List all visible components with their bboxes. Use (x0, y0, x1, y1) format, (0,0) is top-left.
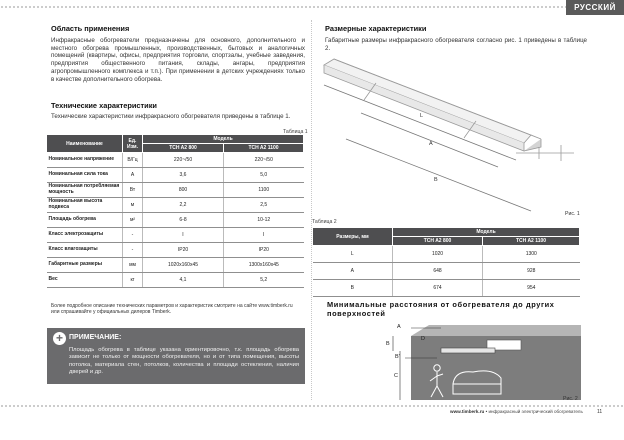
fig2-label: Рис. 2 (563, 396, 578, 402)
table-row: Площадь обогрева м² 6-8 10-12 (47, 213, 304, 228)
footnote-text: Более подробное описание технических параметров и характеристик смотрите на сайте www.timberk.ru или спрашивайте у официальных дилеров Timberk. (51, 303, 293, 315)
col-name-header: Наименование (47, 135, 123, 153)
table-row: Номинальное напряжение В/Гц 220~/50 220~/50 (47, 153, 304, 168)
footer (450, 409, 583, 414)
table1-caption: Таблица 1 (283, 129, 308, 135)
scope-heading: Область применения (51, 24, 130, 33)
room-installation-drawing (383, 322, 583, 402)
table-row: Класс электрозащиты - I I (47, 228, 304, 243)
footer-site: www.timberk.ru (450, 409, 485, 414)
note-title: ПРИМЕЧАНИЕ: (69, 334, 122, 341)
top-dotted-rule (0, 6, 566, 8)
scope-paragraph: Инфракрасные обогреватели предназначены для основного, дополнительного и местного обогрева промышленных, производственных, бытовых и аналогичных помещений (квартиры, офисы, предприятия торговли, спортзалы, учебные заведения, предприятия общественного питания, склады, ангары, предприятия агропромышленного комплекса и т.п.). При применении в детских учреждениях только в качестве дополнительного обогрева. (51, 37, 305, 83)
fig2-label-A: A (397, 324, 401, 330)
fig2-label-D: D (421, 336, 425, 342)
col-model-header: Модель (143, 135, 304, 144)
dims-table (312, 227, 580, 297)
fig2-label-B: B (386, 341, 390, 347)
dim-label-A: A (429, 141, 433, 147)
spec-table (46, 134, 304, 288)
model-a-header: TCH A2 800 (143, 144, 224, 153)
dim-label-B: B (434, 177, 438, 183)
fig1-label: Рис. 1 (565, 211, 580, 217)
fig2-label-B2: B' (395, 354, 400, 360)
table-row: B 674 954 (313, 280, 580, 297)
col-size-header: Размеры, мм (313, 228, 393, 246)
table-row: Номинальная высота подвеса м 2,2 2,5 (47, 198, 304, 213)
note-text: Площадь обогрева в таблице указана ориентировочно, т.к. площадь обогрева зависит не только от мощности обогревателя, но и от типа помещения, высоты потолка, материала стен, потолков, количества и площади остекления, наличия дверей и др. (69, 347, 299, 376)
model-b-header: TCH A2 1100 (224, 144, 304, 153)
model-b-header-2: TCH A2 1100 (483, 237, 580, 246)
table-row: Класс влагозащиты - IP20 IP20 (47, 243, 304, 258)
table-row: Номинальная сила тока А 3,6 5,0 (47, 168, 304, 183)
column-divider (311, 20, 312, 400)
footer-tagline: • инфракрасный электрический обогреватель (484, 409, 583, 414)
table-row: Вес кг 4,1 5,2 (47, 273, 304, 288)
col-model-header-2: Модель (393, 228, 580, 237)
table2-caption: Таблица 2 (312, 219, 337, 225)
dim-label-L: L (420, 113, 424, 119)
col-unit-header: Ед. Изм. (123, 135, 143, 153)
model-a-header-2: TCH A2 800 (393, 237, 483, 246)
tech-heading: Технические характеристики (51, 101, 157, 110)
tech-paragraph: Технические характеристики инфракрасного обогревателя приведены в таблице 1. (51, 113, 291, 120)
table-row: L 1020 1300 (313, 246, 580, 263)
heater-dimension-drawing (316, 55, 591, 215)
min-distance-heading: Минимальные расстояния от обогревателя до других поверхностей (327, 300, 555, 318)
page-number: 11 (597, 409, 603, 415)
table-row: A 648 928 (313, 263, 580, 280)
plus-icon: + (53, 332, 66, 345)
dims-heading: Размерные характеристики (325, 24, 427, 33)
table-row: Габаритные размеры мм 1020х160х45 1300х160х45 (47, 258, 304, 273)
bottom-dotted-rule (0, 405, 624, 407)
language-tab: РУССКИЙ (566, 0, 624, 15)
fig2-label-C: C (394, 373, 398, 379)
table-row: Номинальная потребляемая мощность Вт 800 1100 (47, 183, 304, 198)
dims-paragraph: Габаритные размеры инфракрасного обогревателя согласно рис. 1 приведены в таблице 2. (325, 37, 587, 52)
